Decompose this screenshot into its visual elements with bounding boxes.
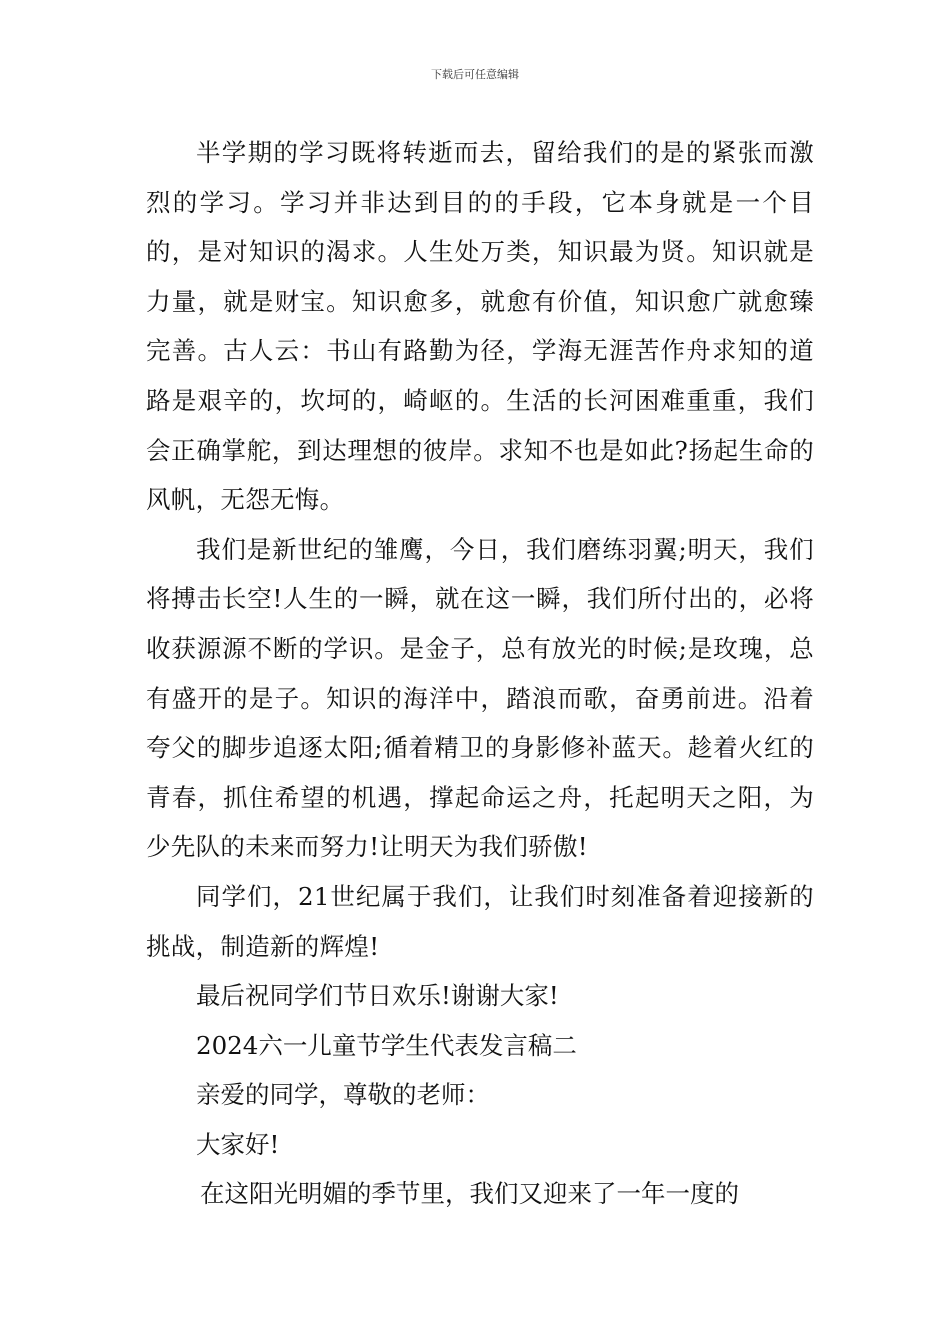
document-body [146,128,814,1219]
opening-line: 在这阳光明媚的季节里，我们又迎来了一年一度的 [200,1179,739,1209]
speech-title: 2024六一儿童节学生代表发言稿二 [196,1030,577,1060]
closing-line: 最后祝同学们节日欢乐!谢谢大家! [196,981,559,1011]
paragraph-study: 半学期的学习既将转逝而去，留给我们的是的紧张而激烈的学习。学习并非达到目的的手段，它本身就是一个目的，是对知识的渴求。人生处万类，知识最为贤。知识就是力量，就是财宝。知识愈多，就愈有价值，知识愈广就愈臻完善。古人云：书山有路勤为径，学海无涯苦作舟求知的道路是艰辛的，坎坷的，崎岖的。生活的长河困难重重，我们会正确掌舵，到达理想的彼岸。求知不也是如此?扬起生命的风帆，无怨无悔。 [146,138,814,515]
paragraph-century: 同学们，21世纪属于我们，让我们时刻准备着迎接新的挑战，制造新的辉煌! [146,881,814,961]
salutation-line: 亲爱的同学，尊敬的老师： [196,1080,490,1110]
page-header: 下载后可任意编辑 [431,68,519,81]
greeting-line: 大家好! [196,1129,280,1159]
paragraph-eagle: 我们是新世纪的雏鹰，今日，我们磨练羽翼;明天，我们将搏击长空!人生的一瞬，就在这一瞬，我们所付出的，必将收获源源不断的学识。是金子，总有放光的时候;是玫瑰，总有盛开的是子。知识的海洋中，踏浪而歌，奋勇前进。沿着夸父的脚步追逐太阳;循着精卫的身影修补蓝天。趁着火红的青春，抓住希望的机遇，撑起命运之舟，托起明天之阳，为少先队的未来而努力!让明天为我们骄傲! [146,534,814,862]
